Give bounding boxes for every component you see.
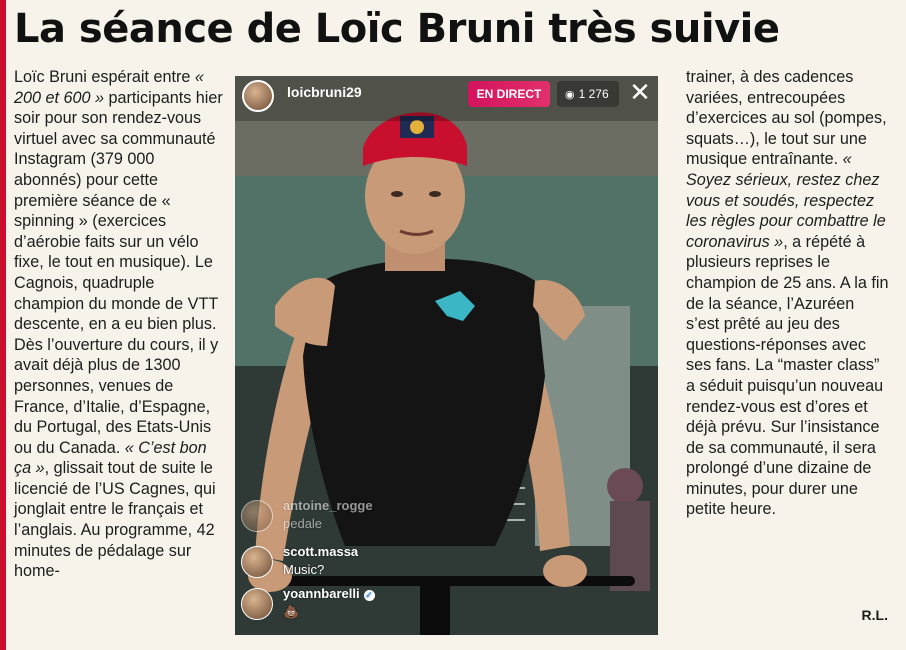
article-text-segment: « Soyez sérieux, restez chez vous et soudés, respectez les règles pour combattre le coronavirus » [686, 150, 886, 251]
article-text-segment: participants hier soir pour son rendez-vous virtuel avec sa communauté Instagram (379 000 abonnés) pour cette première séance de « spinning » (exercices d’aérobie faits sur un vélo fixe, le tout en musique). Le Cagnois, quadruple champion du monde de VTT descente, en a eu bien plus. Dès l’ouverture du cours, il y avait déjà plus de 1300 personnes, venues de France, d’Italie, d’Espagne, du Portugal, des Etats-Unis ou du Canada. [14, 88, 223, 457]
live-badge: EN DIRECT [468, 81, 550, 107]
close-icon[interactable]: ✕ [629, 78, 651, 108]
article-text-segment: Loïc Bruni espérait entre [14, 68, 195, 86]
instagram-header [235, 76, 658, 122]
viewer-count: 1 276 [578, 87, 609, 101]
comment-username[interactable] [283, 586, 375, 601]
comment-text: pedale [283, 516, 323, 531]
avatar[interactable] [242, 80, 274, 112]
comment-text: Music? [283, 562, 325, 577]
viewer-count-badge [557, 81, 619, 107]
live-comment [241, 496, 461, 536]
article-text-segment: , a répété à plusieurs reprises le champion de 25 ans. A la fin de la séance, l’Azuréen s’est prêté au jeu des questions-réponses avec ses fans. La “master class” a séduit puisqu’un nouveau rendez-vous est d’ores et déjà prévu. Sur l’insistance de sa communauté, il sera prolongé d’une dizaine de minutes, pour durer une petite heure. [686, 232, 889, 519]
article-text-segment: « C’est bon ça » [14, 438, 207, 478]
article-text-segment: trainer, à des cadences variées, entrecoupées d’exercices au sol (pompes, squats…), le tout sur une musique entraînante. [686, 68, 887, 169]
verified-badge-icon: ✓ [365, 590, 373, 600]
live-comment [241, 542, 461, 582]
author-signature: R.L. [861, 607, 888, 623]
article-text-segment: « 200 et 600 » [14, 68, 204, 107]
avatar[interactable] [241, 546, 273, 578]
instagram-live-photo [235, 76, 658, 635]
article-column-right [686, 67, 892, 520]
article-column-left [14, 67, 226, 582]
eye-icon: ◉ [565, 89, 575, 101]
live-comment [241, 584, 461, 624]
accent-rule [0, 0, 6, 650]
ig-username[interactable]: loicbruni29 [287, 84, 362, 100]
comment-username-text: scott.massa [283, 544, 359, 559]
avatar[interactable] [241, 500, 273, 532]
comment-username-text: yoannbarelli [283, 586, 360, 601]
comment-username-text: antoine_rogge [283, 498, 373, 513]
comment-username[interactable] [283, 544, 358, 559]
avatar[interactable] [241, 588, 273, 620]
comment-username[interactable] [283, 498, 373, 513]
headline: La séance de Loïc Bruni très suivie [14, 6, 780, 52]
article-text-segment: , glissait tout de suite le licencié de l’US Cagnes, qui jonglait entre le français et l’anglais. Au programme, 42 minutes de pédalage sur home- [14, 459, 216, 581]
comment-text: 💩 [283, 604, 300, 619]
